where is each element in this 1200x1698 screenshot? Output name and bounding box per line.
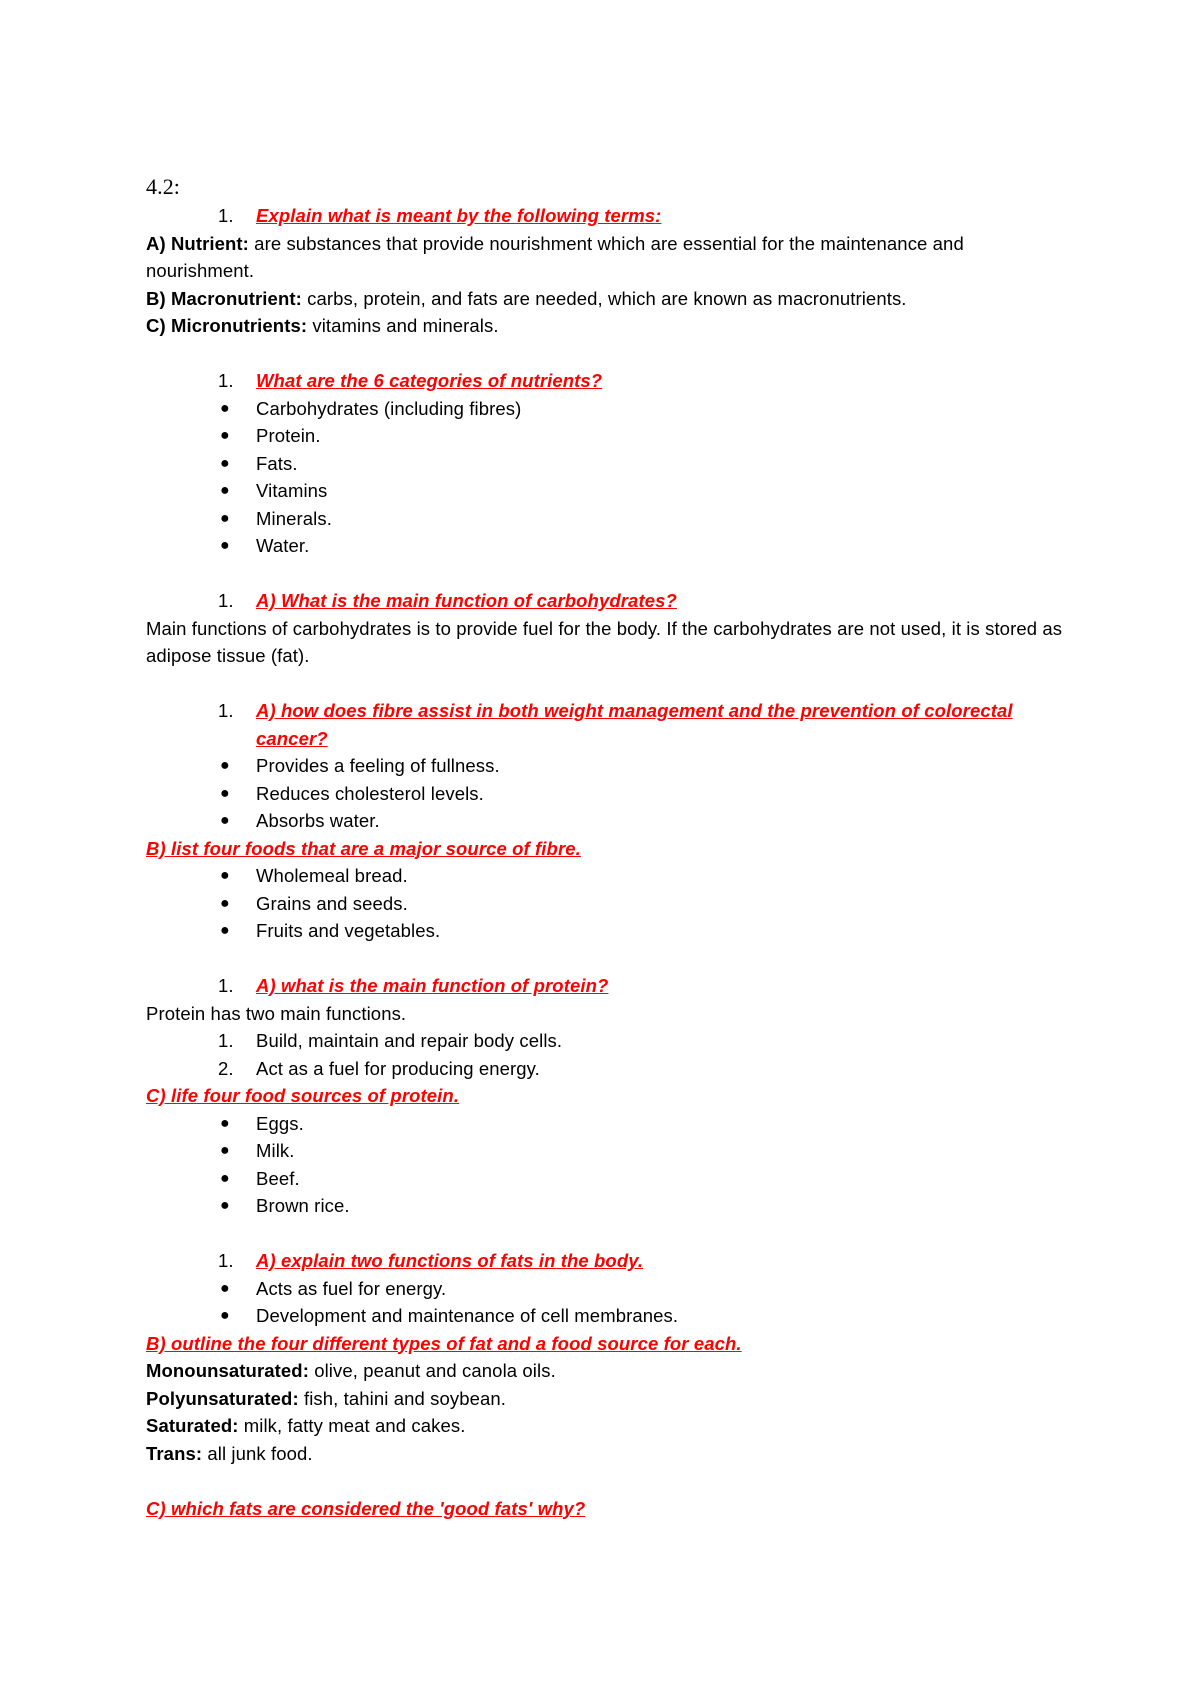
question-4 — [146, 697, 1066, 752]
bullet-icon: ● — [220, 1307, 230, 1324]
question-number: 1. — [218, 975, 234, 996]
term-text: are substances that provide nourishment which are essential for the maintenance and nourishment. — [146, 232, 964, 281]
definition-micronutrients — [146, 312, 1066, 340]
answer-text: Main functions of carbohydrates is to provide fuel for the body. If the carbohydrates are not used, it is stored as adipose tissue (fat). — [146, 617, 1063, 666]
bullet-icon: ● — [220, 1197, 230, 1214]
bullet-icon: ● — [220, 537, 230, 554]
list-item: ● Provides a feeling of fullness. — [146, 752, 1066, 780]
question-5 — [146, 972, 1066, 1000]
bullet-icon: ● — [220, 509, 230, 527]
list-item: 2. Act as a fuel for producing energy. — [218, 1057, 540, 1079]
question-text: What are the 6 categories of nutrients? — [256, 370, 603, 391]
list-item: ● Milk. — [146, 1137, 1066, 1165]
list-item: ● Water. — [146, 532, 1066, 560]
sub-question: B) list four foods that are a major source of fibre. — [146, 837, 581, 859]
bullet-icon: ● — [220, 894, 230, 912]
list-item: ● Vitamins — [146, 477, 1066, 505]
list-item: ● Minerals. — [146, 505, 1066, 533]
list-item: ● Protein. — [146, 422, 1066, 450]
sub-question: B) outline the four different types of fat and a food source for each. — [146, 1332, 742, 1354]
bullet-icon: ● — [220, 812, 230, 829]
bullet-icon: ● — [220, 1142, 230, 1159]
term-text: carbs, protein, and fats are needed, which are known as macronutrients. — [301, 287, 907, 309]
list-item: ● Reduces cholesterol levels. — [146, 780, 1066, 808]
question-number: 1. — [218, 1250, 234, 1271]
question-text: A) What is the main function of carbohydrates? — [256, 590, 677, 611]
fat-type-mono: Monounsaturated: olive, peanut and canola oils. — [146, 1360, 556, 1381]
term-label: A) Nutrient: — [146, 232, 249, 254]
list-item: ● Fruits and vegetables. — [146, 917, 1066, 945]
list-item: ● Development and maintenance of cell membranes. — [146, 1302, 1066, 1330]
list-item: ● Acts as fuel for energy. — [146, 1275, 1066, 1303]
question-2 — [146, 367, 1066, 395]
bullet-icon: ● — [220, 427, 230, 444]
list-item: ● Grains and seeds. — [146, 890, 1066, 918]
term-label: C) Micronutrients: — [146, 315, 308, 336]
bullet-icon: ● — [220, 399, 230, 417]
bullet-icon: ● — [220, 482, 230, 499]
list-item: ● Carbohydrates (including fibres) — [146, 395, 1066, 423]
question-text: A) how does fibre assist in both weight management and the prevention of colorectal cancer? — [256, 700, 1013, 749]
bullet-icon: ● — [220, 1279, 230, 1297]
list-item: ● Wholemeal bread. — [146, 862, 1066, 890]
list-item: 1. Build, maintain and repair body cells. — [218, 1030, 563, 1051]
list-item: ● Eggs. — [146, 1110, 1066, 1138]
definition-macronutrient — [146, 285, 1066, 313]
question-text: A) what is the main function of protein? — [256, 975, 609, 996]
document-content — [146, 170, 1066, 1522]
question-1 — [146, 202, 1066, 230]
question-number: 1. — [218, 700, 234, 721]
question-number: 1. — [218, 205, 234, 226]
fat-type-trans: Trans: all junk food. — [146, 1442, 313, 1464]
question-6 — [146, 1247, 1066, 1275]
fat-type-poly: Polyunsaturated: fish, tahini and soybean. — [146, 1387, 506, 1409]
question-number: 1. — [218, 370, 234, 391]
question-number: 1. — [218, 590, 234, 611]
question-text: A) explain two functions of fats in the body. — [256, 1250, 644, 1271]
section-heading: 4.2: — [146, 174, 181, 199]
bullet-icon: ● — [220, 784, 230, 802]
question-3 — [146, 587, 1066, 615]
answer-intro: Protein has two main functions. — [146, 1002, 407, 1024]
bullet-icon: ● — [220, 757, 230, 774]
list-item: ● Fats. — [146, 450, 1066, 478]
fat-type-saturated: Saturated: milk, fatty meat and cakes. — [146, 1415, 466, 1436]
bullet-icon: ● — [220, 922, 230, 939]
bullet-icon: ● — [220, 1114, 230, 1132]
list-item: ● Beef. — [146, 1165, 1066, 1193]
sub-question: C) life four food sources of protein. — [146, 1085, 460, 1106]
list-item: ● Absorbs water. — [146, 807, 1066, 835]
bullet-icon: ● — [220, 1169, 230, 1187]
bullet-icon: ● — [220, 454, 230, 472]
term-text: vitamins and minerals. — [307, 315, 499, 336]
definition-nutrient — [146, 230, 1066, 285]
list-item: ● Brown rice. — [146, 1192, 1066, 1220]
term-label: B) Macronutrient: — [146, 287, 302, 309]
question-text: Explain what is meant by the following terms: — [256, 205, 662, 226]
bullet-icon: ● — [220, 867, 230, 884]
sub-question: C) which fats are considered the 'good fats' why? — [146, 1497, 586, 1519]
